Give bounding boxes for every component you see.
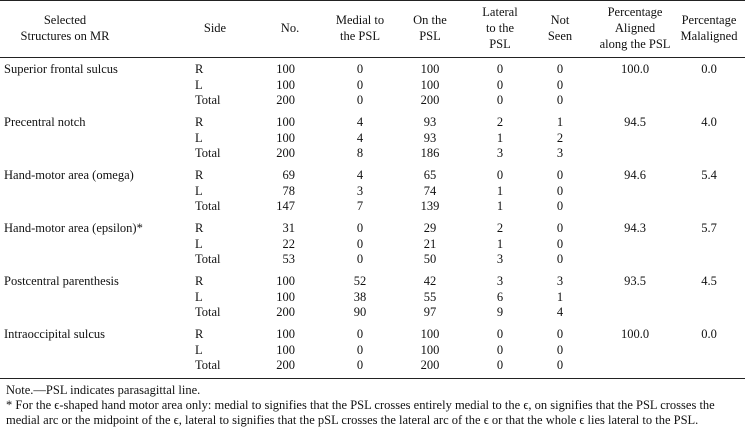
medial-cell: 0	[356, 93, 364, 107]
header-not-seen: Not Seen	[547, 13, 573, 43]
header-lateral: Lateral to the PSL	[482, 5, 518, 51]
not-seen-cell: 4	[556, 305, 564, 319]
not-seen-cell: 2	[556, 130, 564, 145]
on-cell: 200	[420, 93, 440, 107]
on-cell: 186	[420, 146, 440, 160]
side-cell: L	[195, 289, 203, 304]
lateral-cell: 1	[496, 236, 504, 251]
pct-malaligned-value: 0.0	[701, 327, 717, 341]
medial-cell: 0	[356, 342, 364, 357]
on-cell: 93	[423, 130, 437, 145]
pct-aligned-value: 94.3	[624, 221, 646, 235]
medial-cell: 52	[353, 274, 367, 288]
structure-name: Intraoccipital sulcus	[4, 327, 106, 341]
lateral-cell: 6	[496, 289, 504, 304]
side-cell: Total	[195, 305, 221, 319]
pct-aligned-value: 94.6	[624, 168, 646, 182]
medial-cell: 0	[356, 62, 364, 76]
pct-malaligned-value: 5.4	[701, 168, 717, 182]
not-seen-cell: 1	[556, 115, 564, 129]
side-cell: R	[195, 115, 204, 129]
header-medial: Medial to the PSL	[335, 13, 385, 43]
on-cell: 29	[423, 221, 437, 235]
medial-cell: 0	[356, 236, 364, 251]
side-cell: L	[195, 342, 203, 357]
medial-cell: 3	[356, 183, 364, 198]
pct-malaligned-value: 4.0	[701, 115, 717, 129]
no-cell: 200	[276, 146, 295, 160]
no-cell: 200	[276, 305, 295, 319]
side-cell: L	[195, 77, 203, 92]
side-cell: Total	[195, 93, 221, 107]
not-seen-cell: 0	[556, 62, 564, 76]
not-seen-cell: 0	[556, 93, 564, 107]
lateral-cell: 2	[496, 115, 504, 129]
lateral-cell: 1	[496, 183, 504, 198]
no-cell: 100	[276, 289, 295, 304]
pct-aligned-value: 100.0	[620, 327, 650, 341]
header-rule	[0, 57, 745, 58]
side-cell: L	[195, 236, 203, 251]
no-cell: 31	[282, 221, 295, 235]
not-seen-cell: 0	[556, 168, 564, 182]
header-structure: Selected Structures on MR	[20, 13, 110, 43]
not-seen-cell: 0	[556, 327, 564, 341]
pct-aligned-value: 100.0	[620, 62, 650, 76]
on-cell: 42	[423, 274, 437, 288]
no-cell: 69	[282, 168, 295, 182]
note-psl: Note.—PSL indicates parasagittal line.	[6, 383, 201, 397]
pct-aligned-value: 94.5	[624, 115, 646, 129]
lateral-cell: 0	[496, 342, 504, 357]
on-cell: 21	[423, 236, 437, 251]
lateral-cell: 0	[496, 93, 504, 107]
lateral-cell: 9	[496, 305, 504, 319]
lateral-cell: 1	[496, 199, 504, 213]
side-cell: R	[195, 274, 204, 288]
side-cell: R	[195, 221, 204, 235]
on-cell: 50	[423, 252, 437, 266]
note-epsilon: * For the ϵ-shaped hand motor area only: medial to signifies that the PSL crosses entirely medial to the ϵ, on signifies that the PSL crosses the medial arc or the midpoint of the ϵ, lateral to signifies that the pSL crosses the lateral arc of the ϵ or that the whole ϵ lies lateral to the PSL.	[6, 398, 715, 427]
header-no: No.	[280, 21, 300, 35]
medial-cell: 4	[356, 115, 364, 129]
lateral-cell: 0	[496, 77, 504, 92]
no-cell: 22	[282, 236, 295, 251]
side-cell: R	[195, 168, 204, 182]
not-seen-cell: 0	[556, 221, 564, 235]
on-cell: 100	[420, 342, 440, 357]
lateral-cell: 0	[496, 168, 504, 182]
medial-cell: 0	[356, 221, 364, 235]
side-cell: R	[195, 327, 204, 341]
not-seen-cell: 3	[556, 146, 564, 160]
structure-name: Postcentral parenthesis	[4, 274, 119, 288]
medial-cell: 8	[356, 146, 364, 160]
on-cell: 100	[420, 62, 440, 76]
side-cell: Total	[195, 252, 221, 266]
side-cell: Total	[195, 199, 221, 213]
pct-malaligned-value: 0.0	[701, 62, 717, 76]
header-pct-aligned: Percentage Aligned along the PSL	[599, 5, 671, 51]
lateral-cell: 0	[496, 358, 504, 372]
on-cell: 139	[420, 199, 440, 213]
structure-name: Superior frontal sulcus	[4, 62, 118, 76]
not-seen-cell: 0	[556, 252, 564, 266]
on-cell: 100	[420, 77, 440, 92]
no-cell: 100	[276, 62, 295, 76]
no-cell: 78	[282, 183, 295, 198]
lateral-cell: 1	[496, 130, 504, 145]
top-rule	[0, 0, 745, 1]
medial-cell: 4	[356, 130, 364, 145]
not-seen-cell: 0	[556, 199, 564, 213]
medial-cell: 0	[356, 77, 364, 92]
lateral-cell: 0	[496, 62, 504, 76]
side-cell: L	[195, 130, 203, 145]
structure-name: Hand-motor area (epsilon)*	[4, 221, 143, 235]
side-cell: R	[195, 62, 204, 76]
structure-name: Precentral notch	[4, 115, 86, 129]
side-cell: L	[195, 183, 203, 198]
not-seen-cell: 0	[556, 342, 564, 357]
not-seen-cell: 1	[556, 289, 564, 304]
bottom-rule	[0, 378, 745, 379]
pct-malaligned-value: 4.5	[701, 274, 717, 288]
no-cell: 200	[276, 358, 295, 372]
on-cell: 97	[423, 305, 437, 319]
medial-cell: 0	[356, 252, 364, 266]
on-cell: 65	[423, 168, 437, 182]
not-seen-cell: 0	[556, 77, 564, 92]
side-cell: Total	[195, 146, 221, 160]
medial-cell: 38	[353, 289, 367, 304]
on-cell: 55	[423, 289, 437, 304]
no-cell: 200	[276, 93, 295, 107]
lateral-cell: 3	[496, 252, 504, 266]
not-seen-cell: 0	[556, 183, 564, 198]
pct-malaligned-value: 5.7	[701, 221, 717, 235]
table-notes	[6, 383, 742, 428]
lateral-cell: 3	[496, 274, 504, 288]
no-cell: 53	[282, 252, 295, 266]
pct-aligned-value: 93.5	[624, 274, 646, 288]
on-cell: 74	[423, 183, 437, 198]
no-cell: 100	[276, 115, 295, 129]
no-cell: 100	[276, 342, 295, 357]
side-cell: Total	[195, 358, 221, 372]
on-cell: 93	[423, 115, 437, 129]
on-cell: 200	[420, 358, 440, 372]
no-cell: 147	[276, 199, 295, 213]
lateral-cell: 0	[496, 327, 504, 341]
structure-name: Hand-motor area (omega)	[4, 168, 134, 182]
on-cell: 100	[420, 327, 440, 341]
lateral-cell: 2	[496, 221, 504, 235]
no-cell: 100	[276, 130, 295, 145]
medial-cell: 4	[356, 168, 364, 182]
header-on: On the PSL	[413, 13, 447, 43]
no-cell: 100	[276, 274, 295, 288]
medial-cell: 0	[356, 358, 364, 372]
not-seen-cell: 3	[556, 274, 564, 288]
medial-cell: 0	[356, 327, 364, 341]
lateral-cell: 3	[496, 146, 504, 160]
header-pct-malaligned: Percentage Malaligned	[680, 13, 738, 43]
medial-cell: 90	[353, 305, 367, 319]
not-seen-cell: 0	[556, 236, 564, 251]
header-side: Side	[203, 21, 227, 35]
not-seen-cell: 0	[556, 358, 564, 372]
medial-cell: 7	[356, 199, 364, 213]
no-cell: 100	[276, 77, 295, 92]
no-cell: 100	[276, 327, 295, 341]
